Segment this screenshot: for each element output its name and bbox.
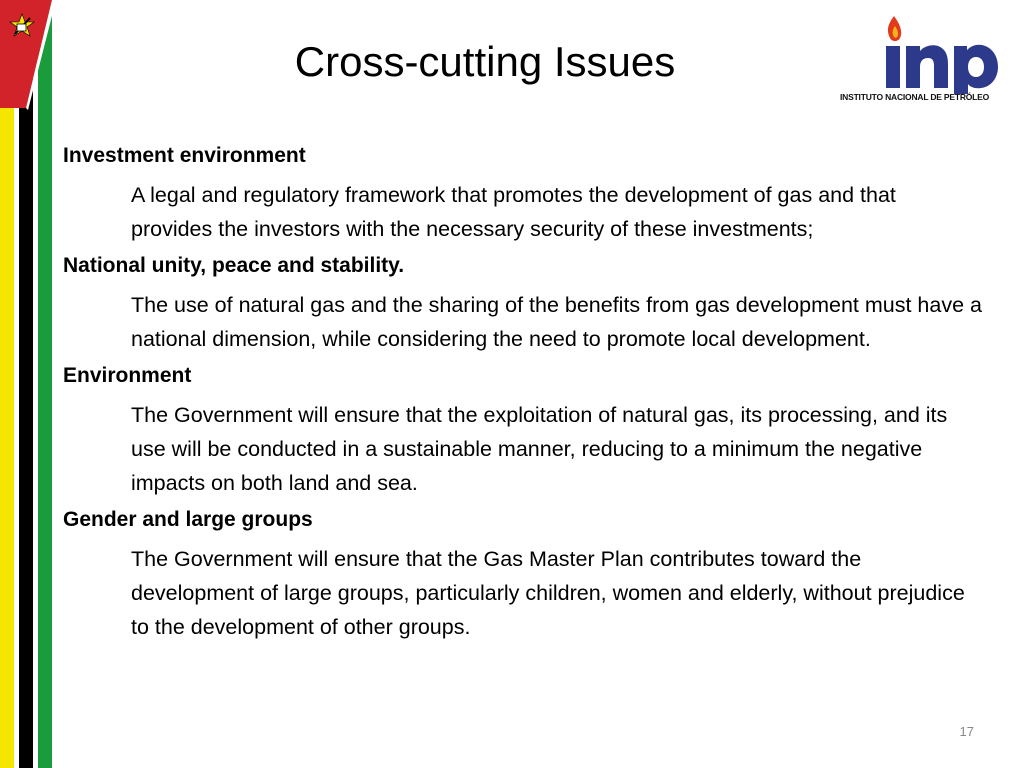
logo-caption: INSTITUTO NACIONAL DE PETRÓLEO bbox=[840, 92, 990, 102]
page-number: 17 bbox=[959, 724, 974, 739]
section-heading: National unity, peace and stability. bbox=[63, 254, 405, 277]
section-heading: Environment bbox=[63, 364, 192, 387]
inp-logo bbox=[840, 14, 1000, 106]
flag-emblem-icon bbox=[0, 0, 56, 110]
section-text: A legal and regulatory framework that promotes the development of gas and that provides the investors with the necessary security of these investments; bbox=[131, 183, 896, 241]
section-text: The Government will ensure that the exploitation of natural gas, its processing, and its use will be conducted in a sustainable manner, reducing to a minimum the negative impacts on both land and sea. bbox=[131, 403, 948, 495]
section-text: The Government will ensure that the Gas Master Plan contributes toward the development of large groups, particularly children, women and elderly, without prejudice to the development of other groups. bbox=[131, 547, 965, 639]
inp-logo-icon bbox=[840, 14, 1000, 94]
section-text: The use of natural gas and the sharing of the benefits from gas development must have a national dimension, while considering the need to promote local development. bbox=[131, 293, 982, 351]
flag-stripe-yellow bbox=[0, 0, 14, 768]
section-heading: Gender and large groups bbox=[63, 508, 313, 531]
flag-stripe-black bbox=[19, 0, 33, 768]
content-body bbox=[63, 142, 983, 650]
slide-title: Cross-cutting Issues bbox=[294, 38, 676, 85]
flag-stripe-green bbox=[38, 0, 52, 768]
section-heading: Investment environment bbox=[63, 144, 306, 167]
